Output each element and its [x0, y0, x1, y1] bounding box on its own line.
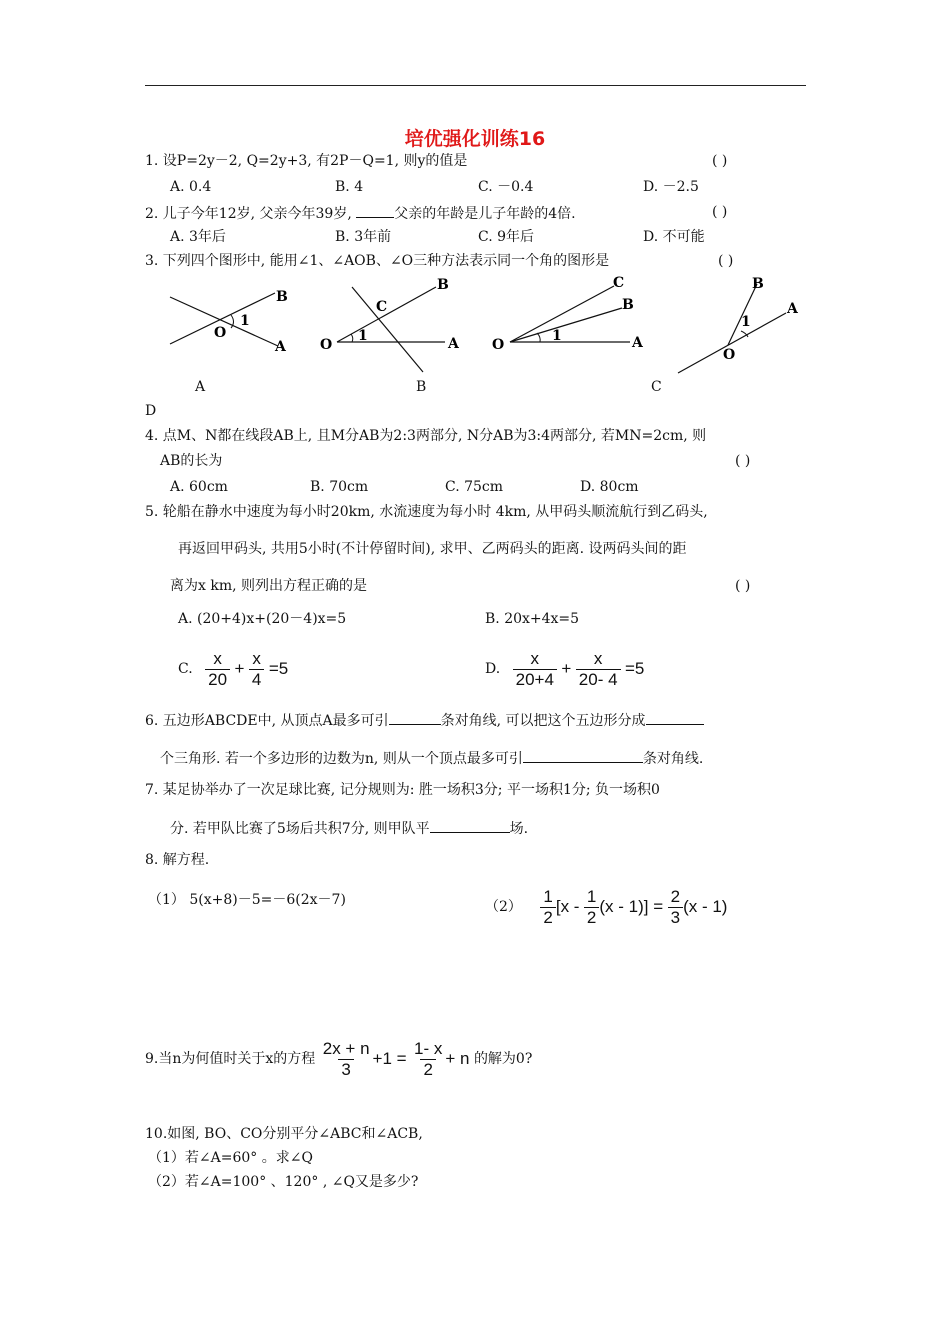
q2-paren: ( ) — [712, 204, 728, 220]
q6-text-a: 6. 五边形ABCDE中, 从顶点A最多可引 — [145, 713, 389, 729]
q2-text-a: 2. 儿子今年12岁, 父亲今年39岁, — [145, 206, 352, 222]
q5-d-op: + — [561, 659, 572, 678]
q8-f1-den: 2 — [540, 907, 555, 928]
q8-f3-num: 2 — [670, 886, 681, 906]
q1-text: 1. 设P=2y－2, Q=2y+3, 有2P－Q=1, 则y的值是 — [145, 153, 468, 169]
q9-f1-den: 3 — [338, 1059, 353, 1080]
q8-f2-num: 1 — [586, 886, 597, 906]
q8-frac3 — [668, 887, 683, 928]
q4-option-a: A. 60cm — [170, 479, 228, 495]
q10-title: 10.如图, BO、CO分别平分∠ABC和∠ACB, — [145, 1126, 423, 1142]
q3-text: 3. 下列四个图形中, 能用∠1、∠AOB、∠O三种方法表示同一个角的图形是 — [145, 253, 610, 269]
q4-option-b: B. 70cm — [310, 479, 369, 495]
q5-d-den2: 20- 4 — [576, 669, 621, 690]
q2-option-b: B. 3年前 — [335, 229, 392, 245]
q1-option-d: D. －2.5 — [643, 179, 699, 195]
q2-text-b: 父亲的年龄是儿子年龄的4倍. — [394, 206, 576, 222]
q8-part2 — [485, 883, 727, 931]
q5-c-num2: x — [252, 648, 261, 668]
q9-frac1 — [320, 1039, 373, 1080]
q5-d-rhs: =5 — [624, 659, 645, 678]
q8-f3-den: 3 — [668, 907, 683, 928]
q7-line2 — [170, 818, 528, 838]
q9-tail: + n — [445, 1049, 470, 1068]
q6-text-b: 条对角线, 可以把这个五边形分成 — [440, 713, 646, 729]
q2-blank — [356, 203, 394, 218]
q4-option-d: D. 80cm — [580, 479, 639, 495]
q8-frac2 — [584, 887, 599, 928]
q1-option-c: C. －0.4 — [478, 179, 534, 195]
q5-c-den2: 4 — [249, 669, 264, 690]
q8-f1-num: 1 — [543, 886, 553, 906]
figure-d — [678, 276, 799, 373]
q5-c-num1: x — [213, 648, 222, 668]
q9-f2-num: 1- x — [414, 1038, 443, 1058]
q8-part1: （1） 5(x+8)－5=－6(2x－7) — [148, 892, 346, 908]
fig-c-label-a: A — [632, 335, 643, 351]
q6-blank1 — [389, 710, 441, 725]
q5-d-den1: 20+4 — [513, 669, 557, 690]
q8-m3: (x - 1) — [683, 897, 728, 916]
fig-d-label-a: A — [787, 301, 798, 317]
fig-a-label-b: B — [276, 289, 288, 305]
fig-a-label-a: A — [275, 339, 286, 355]
q3-paren: ( ) — [718, 253, 734, 269]
fig-a-label-1: 1 — [240, 313, 250, 329]
q10-part2: （2）若∠A=100° 、120° , ∠Q又是多少? — [148, 1174, 419, 1190]
q5-option-c — [178, 645, 288, 693]
q7-blank — [430, 818, 510, 833]
figure-c — [492, 275, 644, 353]
q6-text-c: 个三角形. 若一个多边形的边数为n, 则从一个顶点最多可引 — [160, 751, 523, 767]
q8-m1: [x - — [555, 897, 580, 916]
q5-c-op: + — [234, 659, 245, 678]
q5-d-num2: x — [593, 648, 603, 668]
q10-part1: （1）若∠A=60° 。求∠Q — [148, 1150, 313, 1166]
q5-c-den1: 20 — [205, 669, 230, 690]
q9-text-a: 9.当n为何值时关于x的方程 — [145, 1051, 316, 1067]
fig-c-label-b: B — [622, 297, 634, 313]
q5-d-num1: x — [530, 648, 540, 668]
q5-line3: 离为x km, 则列出方程正确的是 — [170, 578, 368, 594]
q4-line1: 4. 点M、N都在线段AB上, 且M分AB为2:3两部分, N分AB为3:4两部分, 若MN=2cm, 则 — [145, 428, 707, 444]
q5-d-frac2 — [576, 649, 621, 690]
q5-d-frac1 — [513, 649, 557, 690]
q5-option-d — [485, 645, 644, 693]
q8-title: 8. 解方程. — [145, 852, 210, 868]
fig-d-label-o: O — [723, 347, 736, 363]
q4-line2: AB的长为 — [160, 453, 223, 469]
q4-paren: ( ) — [735, 453, 751, 469]
q6-blank2 — [646, 710, 704, 725]
q5-c-rhs: =5 — [268, 659, 289, 678]
fig-caption-d: D — [145, 403, 157, 419]
q2-text — [145, 203, 576, 223]
q6-blank3 — [523, 748, 643, 763]
fig-d-label-1: 1 — [741, 314, 751, 330]
q9-f2-den: 2 — [420, 1059, 435, 1080]
q5-paren: ( ) — [735, 578, 751, 594]
fig-caption-a: A — [195, 379, 206, 395]
q8-f2-den: 2 — [584, 907, 599, 928]
q5-line1: 5. 轮船在静水中速度为每小时20km, 水流速度为每小时 4km, 从甲码头顺流航行到乙码头, — [145, 504, 708, 520]
q9-f1-num: 2x + n — [322, 1038, 370, 1058]
q2-option-d: D. 不可能 — [643, 229, 705, 245]
q6-line2 — [160, 748, 703, 768]
fig-c-label-c: C — [613, 275, 625, 291]
q7-line1: 7. 某足协举办了一次足球比赛, 记分规则为: 胜一场积3分; 平一场积1分; 负一场积0 — [145, 782, 660, 798]
q5-line2: 再返回甲码头, 共用5小时(不计停留时间), 求甲、乙两码头的距离. 设两码头间的距 — [178, 541, 687, 557]
q1-option-b: B. 4 — [335, 179, 364, 195]
fig-b-label-b: B — [437, 277, 449, 293]
figure-b — [320, 277, 460, 372]
q1-option-a: A. 0.4 — [170, 179, 212, 195]
fig-b-label-1: 1 — [358, 328, 368, 344]
q2-option-c: C. 9年后 — [478, 229, 535, 245]
q2-option-a: A. 3年后 — [170, 229, 226, 245]
q5-option-a: A. (20+4)x+(20－4)x=5 — [178, 611, 347, 627]
fig-c-label-1: 1 — [552, 328, 562, 344]
q1-paren: ( ) — [712, 153, 728, 169]
q4-option-c: C. 75cm — [445, 479, 504, 495]
fig-c-label-o: O — [492, 337, 505, 353]
q5-c-frac2 — [249, 649, 264, 690]
q9-frac2 — [411, 1039, 445, 1080]
page-title: 培优强化训练16 — [404, 128, 546, 150]
q5-option-c-label: C. — [178, 661, 193, 677]
q9-text-b: 的解为0? — [473, 1051, 533, 1067]
fig-b-label-a: A — [448, 336, 459, 352]
fig-b-label-o: O — [320, 337, 333, 353]
q9-line — [145, 1035, 532, 1083]
q3-figures — [0, 270, 950, 420]
q8-frac1 — [540, 887, 555, 928]
q9-mid: +1 = — [372, 1049, 407, 1068]
fig-caption-b: B — [416, 379, 427, 395]
figure-a — [170, 289, 288, 355]
q5-option-b: B. 20x+4x=5 — [485, 611, 580, 627]
q5-option-d-label: D. — [485, 661, 501, 677]
fig-caption-c: C — [651, 379, 662, 395]
q7-text-b: 场. — [509, 821, 529, 837]
q6-text-d: 条对角线. — [642, 751, 704, 767]
fig-d-label-b: B — [752, 276, 764, 292]
header-rule — [145, 85, 806, 86]
q5-c-frac1 — [205, 649, 230, 690]
q8-m2: (x - 1)] = — [599, 897, 664, 916]
q7-text-a: 分. 若甲队比赛了5场后共积7分, 则甲队平 — [170, 821, 430, 837]
fig-a-label-o: O — [214, 325, 227, 341]
q6-line1 — [145, 710, 704, 730]
fig-b-label-c: C — [376, 299, 388, 315]
q8-part2-label: （2） — [485, 899, 522, 915]
